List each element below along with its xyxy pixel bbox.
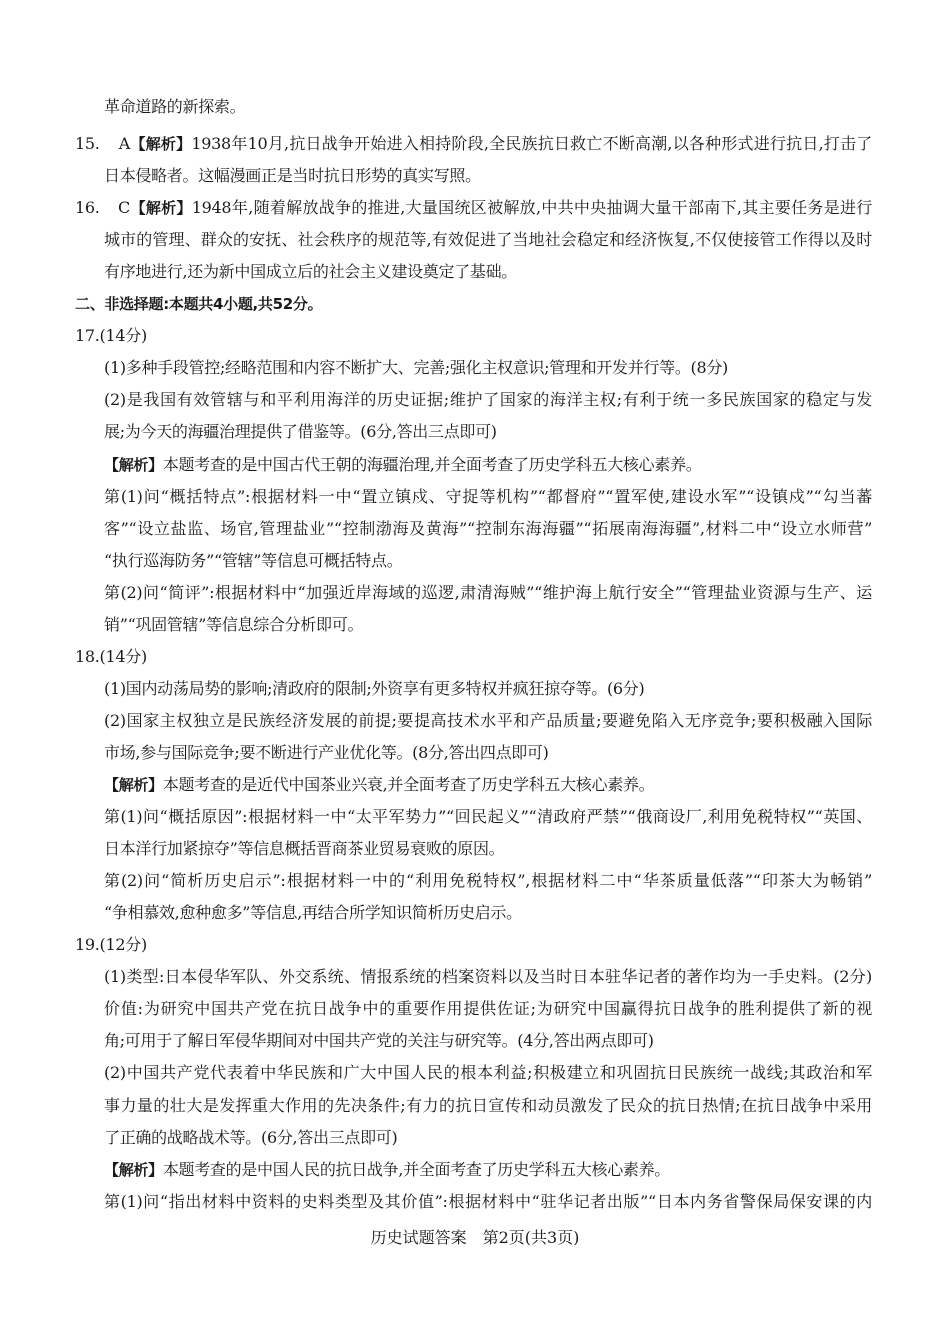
line-text: 17.(14分) [75, 326, 147, 346]
line-text: 价值:为研究中国共产党在抗日战争中的重要作用提供佐证;为研究中国赢得抗日战争的胜利提供了新的视 [104, 999, 872, 1019]
text-line [104, 165, 872, 187]
line-text: 19.(12分) [75, 935, 147, 955]
line-text: 展;为今天的海疆治理提供了借鉴等。(6分,答出三点即可) [104, 422, 497, 442]
text-line [104, 742, 872, 764]
text-line [104, 454, 872, 476]
line-text: 了正确的战略战术等。(6分,答出三点即可) [104, 1127, 398, 1147]
analysis-tag: 【解析】 [104, 1160, 163, 1179]
text-line [104, 1191, 872, 1213]
text-line [104, 582, 872, 604]
section-heading [75, 293, 872, 315]
line-text: 第(2)问“简评”:根据材料中“加强近岸海域的巡逻,肃清海贼”“维护海上航行安全”“管理盐业资源与生产、运 [104, 582, 872, 602]
line-text: (1)国内动荡局势的影响;清政府的限制;外资享有更多特权并疯狂掠夺等。(6分) [104, 678, 645, 698]
analysis-tag: 【解析】 [130, 199, 192, 218]
text-line [104, 1095, 872, 1117]
line-text: 二、非选择题:本题共4小题,共52分。 [75, 295, 323, 314]
line-text: 本题考查的是近代中国茶业兴衰,并全面考查了历史学科五大核心素养。 [162, 775, 655, 794]
text-line [104, 1030, 872, 1052]
line-text: (2)是我国有效管辖与和平利用海洋的历史证据;维护了国家的海洋主权;有利于统一多民族国家的稳定与发 [104, 390, 872, 410]
question-number: 16. C [75, 198, 130, 218]
line-text: 日本侵略者。这幅漫画正是当时抗日形势的真实写照。 [104, 166, 481, 186]
text-line [104, 710, 872, 732]
analysis-tag: 【解析】 [104, 776, 163, 794]
text-line [104, 806, 872, 828]
text-line [104, 1127, 872, 1149]
analysis-tag: 【解析】 [130, 135, 192, 153]
text-line [104, 229, 872, 251]
line-text: 第(2)问“简析历史启示”:根据材料一中的“利用免税特权”,根据材料二中“华茶质量低落”“印茶大为畅销” [104, 871, 872, 891]
line-text: “争相慕效,愈种愈多”等信息,再结合所学知识简析历史启示。 [104, 903, 522, 923]
text-line [75, 934, 872, 956]
line-text: 1948年,随着解放战争的推进,大量国统区被解放,中共中央抽调大量干部南下,其主要任务是进行 [191, 198, 872, 218]
line-text: (2)中国共产党代表着中华民族和广大中国人民的根本利益;积极建立和巩固抗日民族统一战线;其政治和军 [104, 1063, 872, 1083]
line-text: 18.(14分) [75, 646, 147, 666]
text-line [104, 261, 872, 283]
text-line [104, 998, 872, 1020]
text-line [104, 614, 872, 636]
text-line [104, 518, 872, 540]
text-line [75, 197, 872, 219]
line-text: 客”“设立盐监、场官,管理盐业”“控制渤海及黄海”“控制东海海疆”“拓展南海海疆”,材料二中“设立水师营” [104, 518, 872, 538]
line-text: 本题考查的是中国古代王朝的海疆治理,并全面考查了历史学科五大核心素养。 [162, 454, 702, 474]
line-text: 事力量的壮大是发挥重大作用的先决条件;有力的抗日宣传和动员激发了民众的抗日热情;在抗日战争中采用 [104, 1095, 872, 1115]
text-line [104, 870, 872, 892]
text-line [75, 646, 872, 668]
line-text: 第(1)问“指出材料中资料的史料类型及其价值”:根据材料中“驻华记者出版”“日本内务省警保局保安课的内 [104, 1191, 872, 1211]
text-line [104, 421, 872, 443]
text-line [104, 486, 872, 508]
text-line [104, 966, 872, 988]
line-text: 有序地进行,还为新中国成立后的社会主义建设奠定了基础。 [104, 262, 517, 282]
line-text: 第(1)问“概括原因”:根据材料一中“太平军势力”“回民起义”“清政府严禁”“俄商设厂,利用免税特权”“英国、 [104, 807, 872, 827]
line-text: 本题考查的是中国人民的抗日战争,并全面考查了历史学科五大核心素养。 [162, 1159, 670, 1179]
text-line [75, 133, 872, 155]
analysis-tag: 【解析】 [104, 455, 163, 474]
line-text: 日本洋行加紧掠夺”等信息概括晋商茶业贸易衰败的原因。 [104, 839, 505, 859]
text-line [104, 389, 872, 411]
line-text: 1938年10月,抗日战争开始进入相持阶段,全民族抗日救亡不断高潮,以各种形式进行抗日,打击了 [191, 134, 872, 153]
line-text: 市场,参与国际竞争;要不断进行产业优化等。(8分,答出四点即可) [104, 742, 549, 762]
line-text: “执行巡海防务”“管辖”等信息可概括特点。 [104, 550, 403, 570]
text-line [104, 550, 872, 572]
text-line [104, 774, 872, 796]
line-text: (1)多种手段管控;经略范围和内容不断扩大、完善;强化主权意识;管理和开发并行等。(8分) [104, 358, 729, 378]
text-line [104, 838, 872, 860]
page-footer: 历史试题答案 第2页(共3页) [370, 1228, 580, 1247]
text-line [104, 902, 872, 924]
text-line [104, 357, 872, 379]
line-text: 革命道路的新探索。 [104, 97, 246, 116]
line-text: 销”“巩固管辖”等信息综合分析即可。 [104, 614, 364, 634]
line-text: (2)国家主权独立是民族经济发展的前提;要提高技术水平和产品质量;要避免陷入无序竞争;要积极融入国际 [104, 710, 872, 730]
line-text: 第(1)问“概括特点”:根据材料一中“置立镇戍、守捉等机构”“都督府”“置军使,建设水军”“设镇戍”“勾当蕃 [104, 486, 872, 506]
line-text: 角;可用于了解日军侵华期间对中国共产党的关注与研究等。(4分,答出两点即可) [104, 1031, 654, 1051]
text-line [104, 678, 872, 700]
text-line [104, 1159, 872, 1181]
line-text: (1)类型:日本侵华军队、外交系统、情报系统的档案资料以及当时日本驻华记者的著作均为一手史料。(2分) [104, 967, 872, 987]
question-number: 15. A [75, 134, 130, 153]
text-line [104, 96, 872, 118]
line-text: 城市的管理、群众的安抚、社会秩序的规范等,有效促进了当地社会稳定和经济恢复,不仅使接管工作得以及时 [104, 230, 872, 250]
text-line [104, 1062, 872, 1084]
text-line [75, 325, 872, 347]
